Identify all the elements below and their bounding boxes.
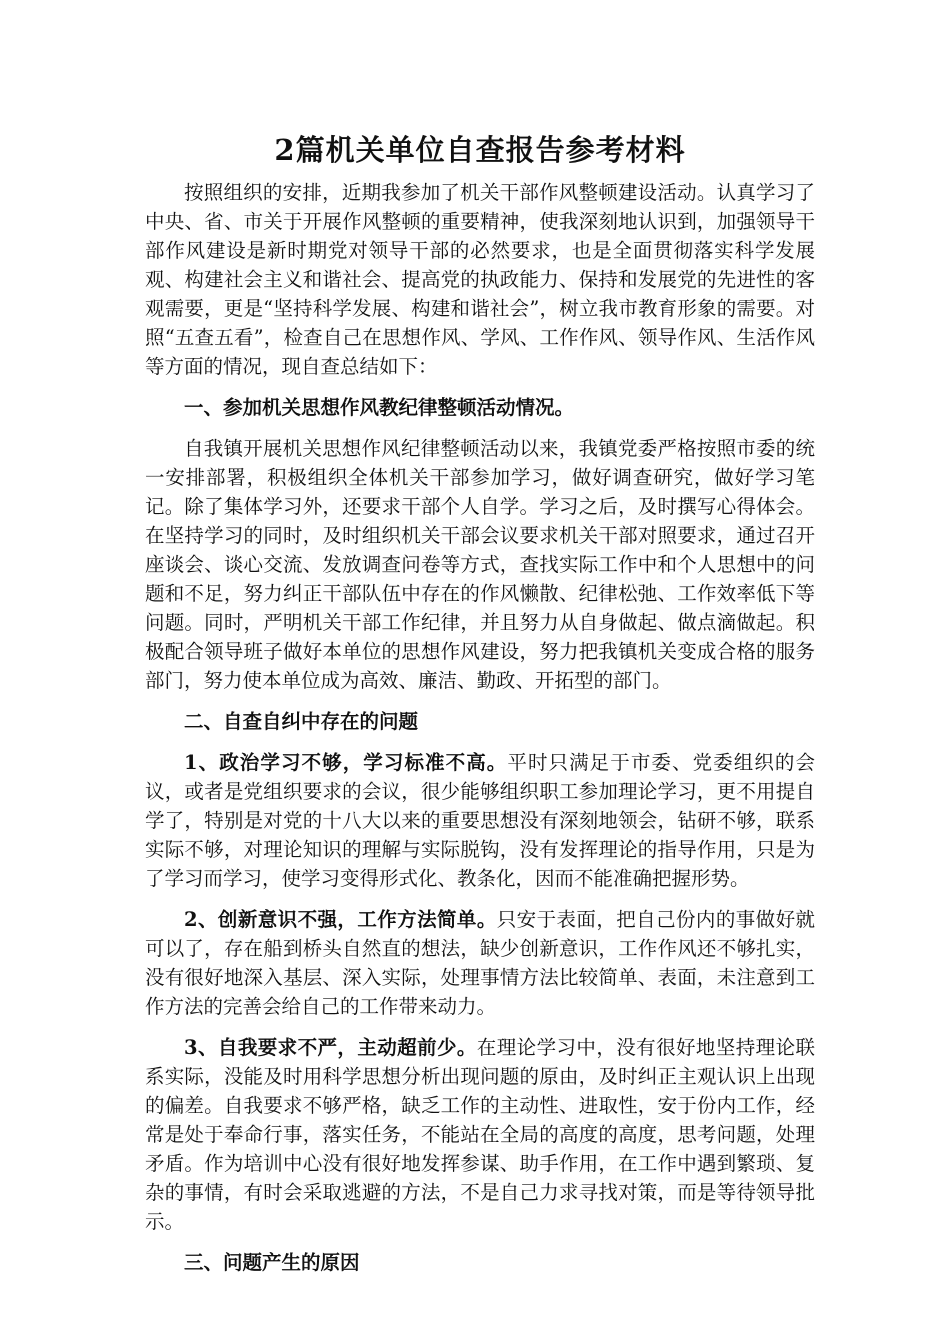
- item-1-lead: 1、政治学习不够，学习标准不高。: [184, 751, 508, 774]
- section-1-heading: 一、参加机关思想作风教纪律整顿活动情况。: [184, 396, 575, 419]
- item-2-body: 只安于表面，把自己份内的事做好就可以了，存在船到桥头自然直的想法，缺少创新意识，工作作风还不够扎实，没有很好地深入基层、深入实际，处理事情方法比较简单、表面，未注意到工作方法的完善会给自己的工作带来动力。: [145, 908, 815, 1018]
- item-3-paragraph: [145, 1033, 815, 1236]
- item-1-paragraph: [145, 748, 815, 893]
- section-1-body: 自我镇开展机关思想作风纪律整顿活动以来，我镇党委严格按照市委的统一安排部署，积极组织全体机关干部参加学习，做好调查研究，做好学习笔记。除了集体学习外，还要求干部个人自学。学习之后，及时撰写心得体会。在坚持学习的同时，及时组织机关干部会议要求机关干部对照要求，通过召开座谈会、谈心交流、发放调查问卷等方式，查找实际工作中和个人思想中的问题和不足，努力纠正干部队伍中存在的作风懒散、纪律松弛、工作效率低下等问题。同时，严明机关干部工作纪律，并且努力从自身做起、做点滴做起。积极配合领导班子做好本单位的思想作风建设，努力把我镇机关变成合格的服务部门，努力使本单位成为高效、廉洁、勤政、开拓型的部门。: [145, 437, 815, 692]
- document-title: 2篇机关单位自查报告参考材料: [274, 133, 686, 167]
- intro-paragraph: 按照组织的安排，近期我参加了机关干部作风整顿建设活动。认真学习了中央、省、市关于开展作风整顿的重要精神，使我深刻地认识到，加强领导干部作风建设是新时期党对领导干部的必然要求，也是全面贯彻落实科学发展观、构建社会主义和谐社会、提高党的执政能力、保持和发展党的先进性的客观需要，更是“坚持科学发展、构建和谐社会”，树立我市教育形象的需要。对照“五查五看”，检查自己在思想作风、学风、工作作风、领导作风、生活作风等方面的情况，现自查总结如下：: [145, 181, 815, 378]
- item-3-body: 在理论学习中，没有很好地坚持理论联系实际，没能及时用科学思想分析出现问题的原由，及时纠正主观认识上出现的偏差。自我要求不够严格，缺乏工作的主动性、进取性，安于份内工作，经常是处于奉命行事，落实任务，不能站在全局的高度的高度，思考问题，处理矛盾。作为培训中心没有很好地发挥参谋、助手作用，在工作中遇到繁琐、复杂的事情，有时会采取逃避的方法，不是自己力求寻找对策，而是等待领导批示。: [145, 1036, 815, 1233]
- item-2-paragraph: [145, 905, 815, 1021]
- item-3-lead: 3、自我要求不严，主动超前少。: [184, 1036, 477, 1059]
- item-2-lead: 2、创新意识不强，工作方法简单。: [184, 908, 497, 931]
- section-3-heading: 三、问题产生的原因: [184, 1251, 360, 1274]
- document-page: [145, 130, 815, 1289]
- section-2-heading: 二、自查自纠中存在的问题: [184, 710, 419, 733]
- item-1-body: 平时只满足于市委、党委组织的会议，或者是党组织要求的会议，很少能够组织职工参加理论学习，更不用提自学了，特别是对党的十八大以来的重要思想没有深刻地领会，钻研不够，联系实际不够，对理论知识的理解与实际脱钩，没有发挥理论的指导作用，只是为了学习而学习，使学习变得形式化、教条化，因而不能准确把握形势。: [145, 751, 815, 890]
